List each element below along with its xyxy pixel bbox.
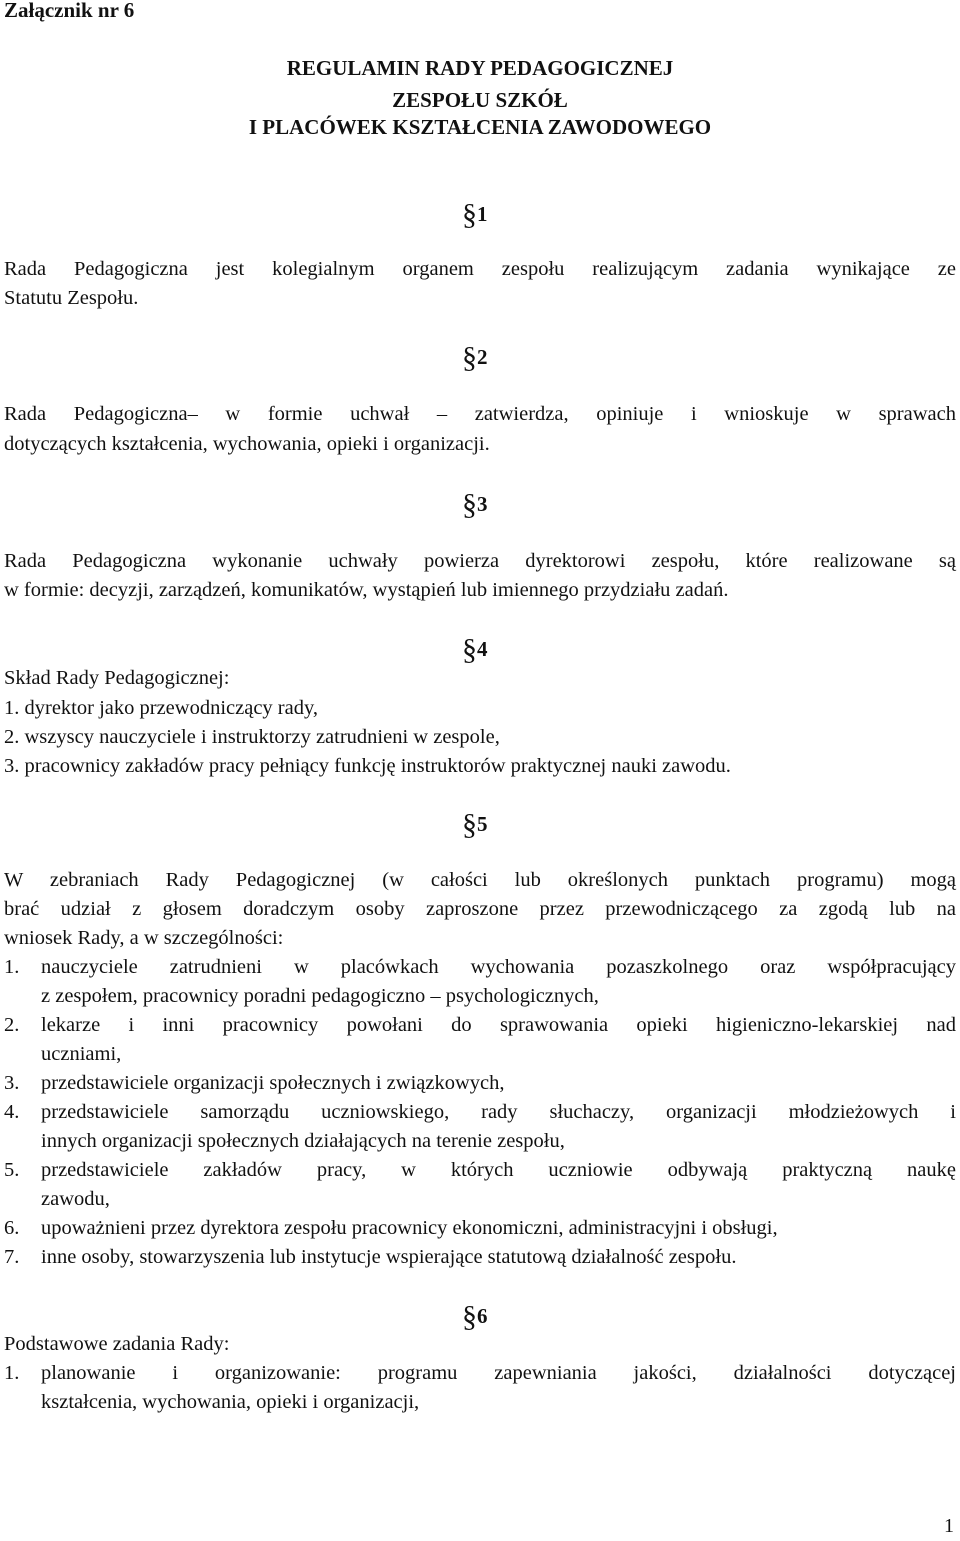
list-item-text: pracownicy zakładów pracy pełniący funkcję instruktorów praktycznej nauki zawodu. [24, 755, 731, 777]
section-heading-3 [462, 490, 488, 519]
section-number: 2 [477, 345, 488, 369]
list-item-text: nauczyciele zatrudnieni w placówkach wychowania pozaszkolnego oraz współpracujący [41, 956, 956, 978]
list-item-text: planowanie i organizowanie: programu zapewniania jakości, działalności dotyczącej [41, 1362, 956, 1384]
list-item [0, 1214, 960, 1243]
section-4-intro: Skład Rady Pedagogicznej: [4, 667, 230, 689]
list-item-number: 5. [4, 1159, 20, 1181]
section-5-line-2: brać udział z głosem doradczym osoby zaproszone przez przewodniczącego za zgodą lub na [4, 898, 956, 920]
section-5-line-3: wniosek Rady, a w szczególności: [4, 927, 284, 949]
section-1-line-2: Statutu Zespołu. [4, 287, 139, 309]
section-symbol: § [462, 341, 477, 374]
title-line-2: ZESPOŁU SZKÓŁ [392, 88, 568, 112]
list-item [0, 1359, 960, 1417]
list-item [4, 752, 731, 781]
title-line-3: I PLACÓWEK KSZTAŁCENIA ZAWODOWEGO [248, 115, 712, 139]
list-item-number: 1. [4, 956, 20, 978]
list-item-text: upoważnieni przez dyrektora zespołu pracownicy ekonomiczni, administracyjni i obsługi, [41, 1217, 778, 1239]
list-item [0, 1098, 960, 1156]
list-item [0, 1069, 960, 1098]
list-item-number: 3. [4, 755, 20, 777]
section-3-line-1: Rada Pedagogiczna wykonanie uchwały powierza dyrektorowi zespołu, które realizowane są [4, 550, 956, 572]
section-heading-4 [462, 635, 488, 664]
list-item-text: inne osoby, stowarzyszenia lub instytucje wspierające statutową działalność zespołu. [41, 1246, 737, 1268]
section-heading-6 [462, 1302, 488, 1331]
section-symbol: § [462, 808, 477, 841]
list-item-text-cont: uczniami, [41, 1043, 122, 1065]
section-3-line-2: w formie: decyzji, zarządzeń, komunikatów, wystąpień lub imiennego przydziału zadań. [4, 579, 729, 601]
list-item-text-cont: kształcenia, wychowania, opieki i organizacji, [41, 1391, 420, 1413]
section-number: 3 [477, 492, 488, 516]
section-heading-5 [462, 810, 488, 839]
section-number: 4 [477, 637, 488, 661]
list-item-text: przedstawiciele samorządu uczniowskiego, rady słuchaczy, organizacji młodzieżowych i [41, 1101, 956, 1123]
page-number: 1 [944, 1515, 954, 1537]
list-item-text-cont: zawodu, [41, 1188, 110, 1210]
section-2-line-1: Rada Pedagogiczna– w formie uchwał – zatwierdza, opiniuje i wnioskuje w sprawach [4, 403, 956, 425]
list-item [0, 1011, 960, 1069]
list-item-text-cont: innych organizacji społecznych działających na terenie zespołu, [41, 1130, 565, 1152]
section-number: 1 [477, 202, 488, 226]
section-symbol: § [462, 1300, 477, 1333]
list-item [4, 694, 318, 723]
list-item-text: przedstawiciele zakładów pracy, w których uczniowie odbywają praktyczną naukę [41, 1159, 956, 1181]
list-item-text: wszyscy nauczyciele i instruktorzy zatrudnieni w zespole, [24, 726, 500, 748]
section-heading-2 [462, 343, 488, 372]
list-item-number: 1. [4, 697, 20, 719]
section-symbol: § [462, 198, 477, 231]
annex-label: Załącznik nr 6 [4, 0, 135, 22]
section-symbol: § [462, 633, 477, 666]
list-item-number: 1. [4, 1362, 20, 1384]
section-symbol: § [462, 488, 477, 521]
list-item-text-cont: z zespołem, pracownicy poradni pedagogiczno – psychologicznych, [41, 985, 599, 1007]
list-item [0, 1243, 960, 1272]
list-item [0, 1156, 960, 1214]
list-item-number: 7. [4, 1246, 20, 1268]
section-number: 6 [477, 1304, 488, 1328]
list-item-text: przedstawiciele organizacji społecznych i związkowych, [41, 1072, 505, 1094]
list-item-text: lekarze i inni pracownicy powołani do sprawowania opieki higieniczno-lekarskiej nad [41, 1014, 956, 1036]
section-5-line-1: W zebraniach Rady Pedagogicznej (w całości lub określonych punktach programu) mogą [4, 869, 956, 891]
list-item [4, 723, 500, 752]
title-line-1: REGULAMIN RADY PEDAGOGICZNEJ [286, 56, 674, 80]
section-heading-1 [462, 200, 488, 229]
list-item-number: 6. [4, 1217, 20, 1239]
section-1-line-1: Rada Pedagogiczna jest kolegialnym organem zespołu realizującym zadania wynikające ze [4, 258, 956, 280]
list-item-number: 2. [4, 1014, 20, 1036]
section-number: 5 [477, 812, 488, 836]
list-item-number: 3. [4, 1072, 20, 1094]
section-6-intro: Podstawowe zadania Rady: [4, 1333, 230, 1355]
list-item-text: dyrektor jako przewodniczący rady, [24, 697, 319, 719]
section-2-line-2: dotyczących kształcenia, wychowania, opieki i organizacji. [4, 433, 490, 455]
list-item-number: 2. [4, 726, 20, 748]
list-item [0, 953, 960, 1011]
list-item-number: 4. [4, 1101, 20, 1123]
